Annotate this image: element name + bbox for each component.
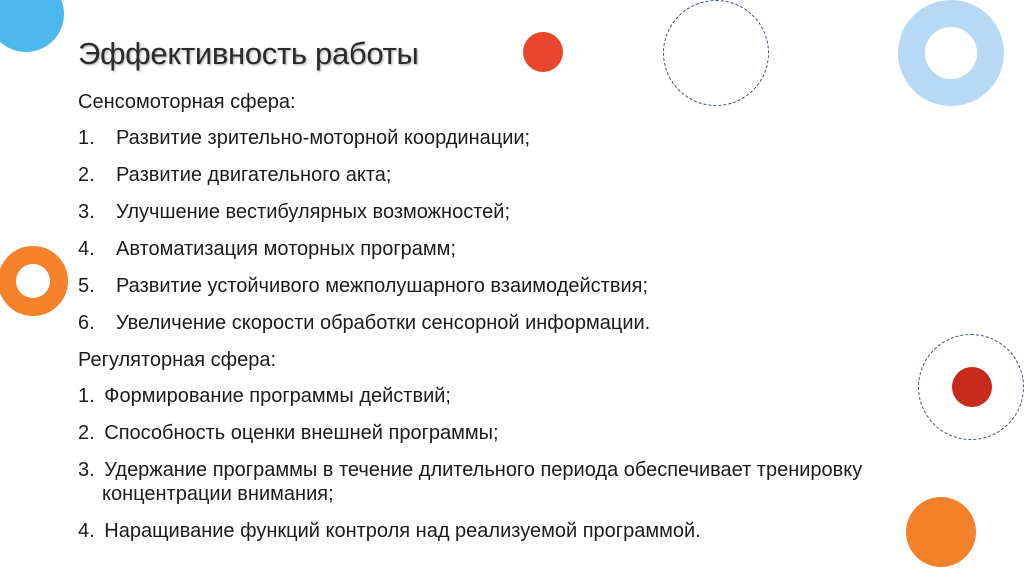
list-item	[78, 200, 898, 224]
slide-body	[78, 90, 898, 556]
list-item	[78, 384, 898, 408]
light-blue-circle-decoration	[0, 0, 64, 52]
list-item	[78, 237, 898, 261]
red-dot-decoration	[523, 32, 563, 72]
list-item	[78, 274, 898, 298]
pale-blue-ring-decoration	[898, 0, 1004, 106]
item-number: 2.	[78, 164, 95, 186]
list-item	[78, 311, 898, 335]
slide-title: Эффективность работы	[78, 36, 419, 71]
item-number: 2.	[78, 422, 95, 444]
list-item	[78, 458, 898, 506]
section-heading-sensorimotor: Сенсомоторная сфера:	[78, 91, 296, 113]
item-text: Развитие двигательного акта;	[116, 164, 392, 186]
list-item	[78, 519, 898, 543]
item-text: Увеличение скорости обработки сенсорной информации.	[116, 312, 651, 334]
section-heading-regulatory: Регуляторная сфера:	[78, 349, 277, 371]
item-text: Формирование программы действий;	[104, 385, 451, 407]
item-number: 3.	[78, 459, 95, 481]
item-number: 6.	[78, 312, 95, 334]
list-item	[78, 163, 898, 187]
item-number: 4.	[78, 238, 95, 260]
item-text: Улучшение вестибулярных возможностей;	[116, 201, 511, 223]
dark-red-dot-decoration	[952, 367, 992, 407]
item-text: Удержание программы в течение длительного периода обеспечивает тренировку концентрации внимания;	[102, 459, 863, 505]
item-number: 5.	[78, 275, 95, 297]
orange-ring-decoration	[0, 246, 68, 316]
item-number: 3.	[78, 201, 95, 223]
item-text: Автоматизация моторных программ;	[116, 238, 456, 260]
item-text: Наращивание функций контроля над реализуемой программой.	[104, 520, 701, 542]
item-text: Развитие зрительно-моторной координации;	[116, 127, 531, 149]
orange-circle-decoration	[906, 497, 976, 567]
list-item	[78, 126, 898, 150]
list-item	[78, 421, 898, 445]
item-number: 1.	[78, 385, 95, 407]
item-number: 1.	[78, 127, 95, 149]
item-number: 4.	[78, 520, 95, 542]
item-text: Развитие устойчивого межполушарного взаимодействия;	[116, 275, 649, 297]
item-text: Способность оценки внешней программы;	[104, 422, 499, 444]
